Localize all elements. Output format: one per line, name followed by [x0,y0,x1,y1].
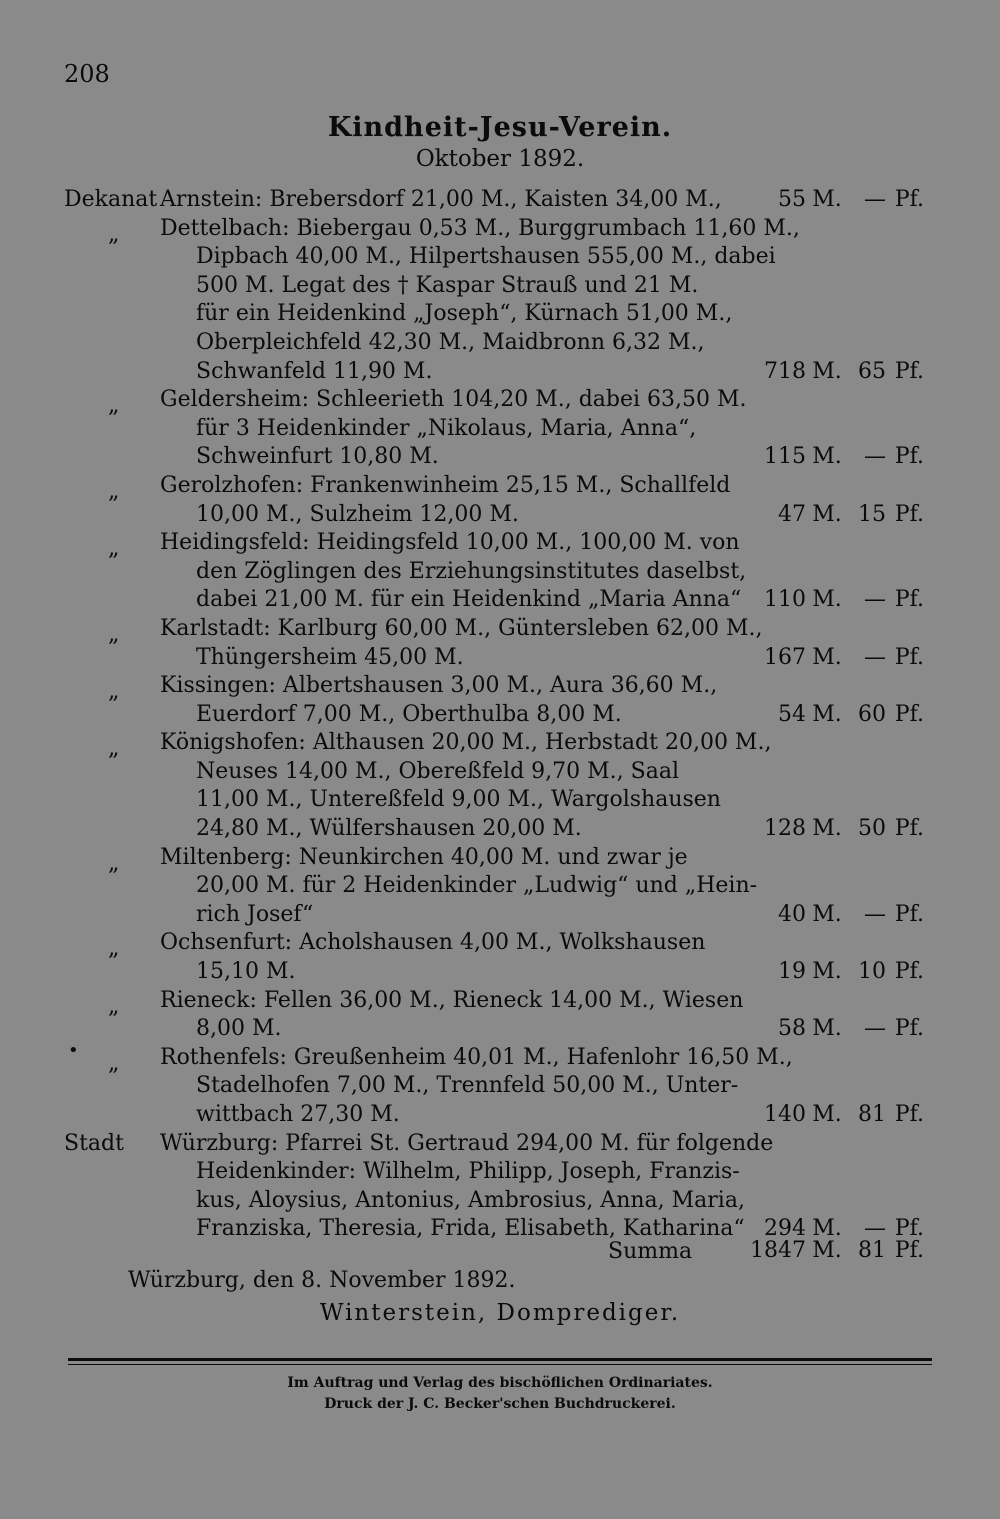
amount-marks: 128 [764,816,806,842]
amount-pfennig-unit: Pf. [894,501,924,527]
footer-rule-thick [68,1358,932,1361]
ditto-mark: „ [108,993,120,1019]
amount-marks-unit: M. [812,187,842,212]
amount-marks-unit: M. [812,644,842,670]
summa-pfennig-unit: Pf. [894,1238,924,1263]
entry-text-line: Dettelbach: Biebergau 0,53 M., Burggrumbach 11,60 M., [160,215,800,241]
entry-text-line: Schwanfeld 11,90 M. [196,358,433,384]
imprint-publisher: Im Auftrag und Verlag des bischöflichen Ordinariates. [287,1375,713,1391]
donation-entry [0,844,1000,930]
entry-amount [736,701,924,730]
entry-text-line: den Zöglingen des Erziehungsinstitutes daselbst, [196,558,747,584]
entry-text-line: Rieneck: Fellen 36,00 M., Rieneck 14,00 M., Wiesen [160,987,744,1013]
entry-text-line: rich Josef“ [196,901,314,927]
donation-list [0,186,1000,1244]
entry-text-line: Heidingsfeld: Heidingsfeld 10,00 M., 100,00 M. von [160,530,740,556]
entry-text-line: 20,00 M. für 2 Heidenkinder „Ludwig“ und „Hein- [196,873,758,899]
entry-text-line: 500 M. Legat des † Kaspar Strauß und 21 M. [196,272,699,298]
entry-text-line: Heidenkinder: Wilhelm, Philipp, Joseph, Franzis- [196,1159,740,1185]
entry-text-line: Stadelhofen 7,00 M., Trennfeld 50,00 M., Unter- [196,1073,739,1099]
entry-amount [736,358,924,387]
donation-entry [0,987,1000,1044]
amount-pfennig-unit: Pf. [894,901,924,927]
donation-entry [0,186,1000,215]
entry-text-line: Miltenberg: Neunkirchen 40,00 M. und zwar je [160,844,688,870]
entry-text-line: Karlstadt: Karlburg 60,00 M., Güntersleben 62,00 M., [160,615,763,641]
amount-pfennig-unit: Pf. [894,1216,924,1242]
entry-amount [736,501,924,530]
amount-pfennig-unit: Pf. [894,358,924,384]
donation-entry [0,1130,1000,1244]
page-subtitle: Oktober 1892. [415,146,585,172]
amount-pfennig: 50 [858,816,886,842]
entry-amount [736,586,924,615]
donation-entry [0,1044,1000,1130]
amount-marks-unit: M. [812,1216,842,1242]
amount-pfennig-unit: Pf. [894,444,924,470]
amount-marks: 47 [778,501,806,527]
amount-marks: 40 [778,901,806,927]
entry-text-line: 11,00 M., Untereßfeld 9,00 M., Wargolshausen [196,787,721,813]
amount-marks: 140 [764,1102,806,1127]
entry-text-line: Gerolzhofen: Frankenwinheim 25,15 M., Schallfeld [160,472,731,498]
entry-text-line: Franziska, Theresia, Frida, Elisabeth, Katharina“ [196,1216,745,1242]
amount-marks: 54 [778,701,806,727]
summa-pfennig: 81 [858,1238,886,1263]
footer-rule-thin [68,1364,932,1365]
amount-pfennig: — [864,1016,886,1042]
ditto-mark: „ [108,536,120,562]
amount-marks-unit: M. [812,959,842,985]
entry-amount [736,815,924,844]
amount-pfennig: — [864,187,886,212]
margin-dot: • [68,1040,79,1061]
ditto-mark: „ [108,736,120,762]
summa-marks: 1847 [750,1238,806,1263]
amount-pfennig: — [864,644,886,670]
amount-pfennig: — [864,444,886,470]
place-date: Würzburg, den 8. November 1892. [128,1268,516,1293]
amount-marks-unit: M. [812,701,842,727]
entry-text-line: Kissingen: Albertshausen 3,00 M., Aura 36,60 M., [160,673,718,699]
amount-pfennig: 15 [858,501,886,527]
donation-entry [0,729,1000,843]
entry-amount [736,443,924,472]
donation-entry [0,529,1000,615]
entry-text-line: kus, Aloysius, Antonius, Ambrosius, Anna, Maria, [196,1187,745,1213]
amount-pfennig-unit: Pf. [894,587,924,613]
amount-marks: 55 [778,187,806,212]
entry-text-line: für 3 Heidenkinder „Nikolaus, Maria, Anna“, [196,415,697,441]
entry-text-line: Neuses 14,00 M., Obereßfeld 9,70 M., Saal [196,758,679,784]
entry-amount [736,901,924,930]
entry-text-line: Oberpleichfeld 42,30 M., Maidbronn 6,32 M., [196,329,705,355]
donation-entry [0,929,1000,986]
entry-amount [736,644,924,673]
entry-text-line: Rothenfels: Greußenheim 40,01 M., Hafenlohr 16,50 M., [160,1044,793,1070]
imprint-printer: Druck der J. C. Becker'schen Buchdruckerei. [324,1396,676,1412]
amount-marks: 58 [778,1016,806,1042]
entry-category-label: Dekanat [64,187,158,212]
signature: Winterstein, Domprediger. [319,1300,681,1326]
ditto-mark: „ [108,621,120,647]
entry-text-line: Königshofen: Althausen 20,00 M., Herbstadt 20,00 M., [160,730,772,756]
amount-pfennig-unit: Pf. [894,187,924,212]
donation-entry [0,472,1000,529]
amount-marks: 110 [764,587,806,613]
entry-amount [736,958,924,987]
amount-marks-unit: M. [812,1102,842,1127]
ditto-mark: „ [108,850,120,876]
entry-text-line: 8,00 M. [196,1016,282,1042]
ditto-mark: „ [108,936,120,962]
entry-text-line: dabei 21,00 M. für ein Heidenkind „Maria Anna“ [196,587,742,613]
entry-text-line: Ochsenfurt: Acholshausen 4,00 M., Wolkshausen [160,930,706,956]
amount-pfennig: 10 [858,959,886,985]
entry-text-line: 24,80 M., Wülfershausen 20,00 M. [196,816,582,842]
amount-pfennig: 81 [858,1102,886,1127]
amount-pfennig: — [864,587,886,613]
entry-category-label: Stadt [64,1130,124,1156]
ditto-mark: „ [108,393,120,419]
summa-amount [736,1237,924,1266]
entry-amount [736,186,924,215]
amount-marks: 115 [764,444,806,470]
page-title: Kindheit-Jesu-Verein. [327,112,673,143]
amount-marks-unit: M. [812,587,842,613]
amount-pfennig: — [864,901,886,927]
donation-entry [0,386,1000,472]
ditto-mark: „ [108,478,120,504]
donation-entry [0,615,1000,672]
entry-text-line: Euerdorf 7,00 M., Oberthulba 8,00 M. [196,701,622,727]
amount-pfennig-unit: Pf. [894,644,924,670]
amount-marks-unit: M. [812,1016,842,1042]
amount-pfennig-unit: Pf. [894,1102,924,1127]
amount-marks-unit: M. [812,444,842,470]
entry-text-line: Thüngersheim 45,00 M. [196,644,464,670]
entry-amount [736,1015,924,1044]
entry-text-line: 15,10 M. [196,959,296,985]
amount-marks-unit: M. [812,816,842,842]
ditto-mark: „ [108,221,120,247]
entry-text-line: Arnstein: Brebersdorf 21,00 M., Kaisten 34,00 M., [160,187,722,212]
amount-marks-unit: M. [812,901,842,927]
amount-pfennig-unit: Pf. [894,816,924,842]
summa-marks-unit: M. [812,1238,842,1263]
amount-marks-unit: M. [812,358,842,384]
amount-marks: 167 [764,644,806,670]
amount-marks: 718 [764,358,806,384]
ditto-mark: „ [108,679,120,705]
amount-pfennig: 60 [858,701,886,727]
donation-entry [0,672,1000,729]
amount-pfennig-unit: Pf. [894,1016,924,1042]
ditto-mark: „ [108,1050,120,1076]
summa-row [0,1237,1000,1267]
donation-entry [0,215,1000,387]
entry-amount [736,1101,924,1130]
entry-text-line: Dipbach 40,00 M., Hilpertshausen 555,00 M., dabei [196,244,776,270]
entry-text-line: Würzburg: Pfarrei St. Gertraud 294,00 M. für folgende [160,1130,774,1156]
amount-marks: 19 [778,959,806,985]
amount-pfennig: — [864,1216,886,1242]
amount-marks: 294 [764,1216,806,1242]
entry-text-line: 10,00 M., Sulzheim 12,00 M. [196,501,519,527]
amount-pfennig: 65 [858,358,886,384]
amount-pfennig-unit: Pf. [894,701,924,727]
entry-text-line: wittbach 27,30 M. [196,1102,400,1127]
page-number: 208 [64,60,110,88]
entry-text-line: Schweinfurt 10,80 M. [196,444,439,470]
entry-text-line: Geldersheim: Schleerieth 104,20 M., dabei 63,50 M. [160,387,747,413]
entry-text-line: für ein Heidenkind „Joseph“, Kürnach 51,00 M., [196,301,733,327]
amount-marks-unit: M. [812,501,842,527]
amount-pfennig-unit: Pf. [894,959,924,985]
summa-label: Summa [608,1239,693,1264]
